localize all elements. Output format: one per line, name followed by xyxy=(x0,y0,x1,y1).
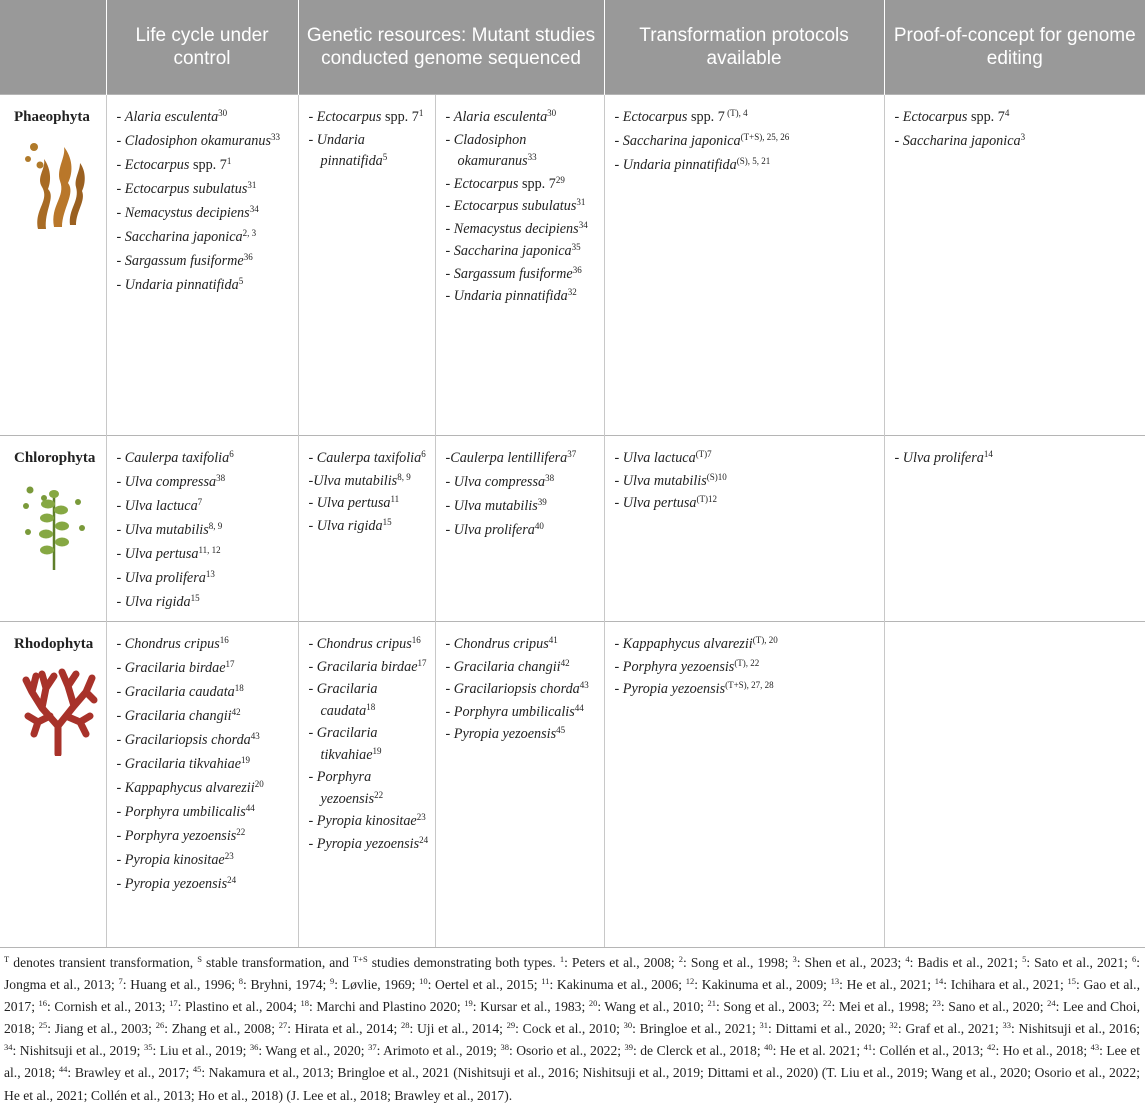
species-name: Gracilaria caudata xyxy=(124,684,235,700)
species-item: - Porphyra umbilicalis$^{44}$ xyxy=(445,702,584,720)
species-name: Caulerpa lentillifera xyxy=(450,450,568,466)
reference-superscript: 33 xyxy=(271,132,280,142)
reference-superscript: 19 xyxy=(372,745,382,756)
species-name: Undaria pinnatifida xyxy=(316,131,383,169)
species-item: - Ulva mutabilis$^{(S)10}$ xyxy=(614,471,727,489)
species-item: - Cladosiphon okamuranus$^{33}$ xyxy=(116,132,280,149)
reference-superscript: 1 xyxy=(418,108,424,118)
species-name: Porphyra umbilicalis xyxy=(124,804,246,820)
species-name: Ectocarpus subulatus xyxy=(124,181,248,197)
species-name: Kappaphycus alvarezii xyxy=(622,636,753,652)
species-name: Gracilaria caudata xyxy=(316,681,378,719)
species-name: Ectocarpus xyxy=(902,109,968,125)
life-cycle-cell xyxy=(106,436,298,622)
species-item: - Undaria pinnatifida$^{32}$ xyxy=(445,287,577,304)
reference-superscript: 22 xyxy=(374,789,384,800)
species-name: Undaria pinnatifida xyxy=(622,157,737,173)
reference-superscript: (T), 22 xyxy=(734,657,760,668)
species-name: Ulva pertusa xyxy=(316,495,391,511)
reference-superscript: 3 xyxy=(1020,132,1026,142)
brown-seaweed-icon xyxy=(20,139,90,231)
reference-superscript: 33 xyxy=(527,152,537,162)
species-item: - Chondrus cripus$^{16}$ xyxy=(116,635,229,652)
phylum-cell xyxy=(0,622,106,948)
species-item: - Pyropia kinositae$^{23}$ xyxy=(116,851,234,868)
reference-superscript: 43 xyxy=(579,680,589,690)
phylum-name: Phaeophyta xyxy=(14,109,90,125)
reference-superscript: (T), 4 xyxy=(724,108,748,118)
species-item: - Kappaphycus alvarezii$^{20}$ xyxy=(116,779,264,796)
species-name: Sargassum fusiforme xyxy=(453,265,573,282)
reference-superscript: 43 xyxy=(250,731,260,741)
species-suffix: spp. 7 xyxy=(967,109,1005,125)
species-name: Ulva compressa xyxy=(453,474,546,490)
species-item: - Sargassum fusiforme$^{36}$ xyxy=(116,252,253,269)
species-item: - Ectocarpus subulatus$^{31}$ xyxy=(116,180,257,197)
reference-superscript: 36 xyxy=(572,264,582,275)
header-transformation: Transformation protocols available xyxy=(604,0,884,95)
species-name: Ulva prolifera xyxy=(902,450,984,466)
species-item: - Ulva mutabilis$^{39}$ xyxy=(445,497,547,514)
species-item: - Ectocarpus subulatus$^{31}$ xyxy=(445,197,586,214)
species-item: - Ulva prolifera$^{14}$ xyxy=(894,449,993,466)
life-cycle-cell xyxy=(106,622,298,948)
species-item: - Ulva mutabilis$^{8, 9}$ xyxy=(116,521,223,538)
reference-superscript: (T)12 xyxy=(696,494,717,504)
species-name: Ulva lactuca xyxy=(124,498,198,514)
species-item: - Gracilaria changii$^{42}$ xyxy=(116,707,241,724)
reference-superscript: 24 xyxy=(419,834,429,845)
species-item: - Undaria pinnatifida$^5$ xyxy=(308,131,388,169)
header-life-cycle: Life cycle under control xyxy=(106,0,298,95)
species-name: Ectocarpus xyxy=(316,109,382,125)
species-item: - Gracilariopsis chorda$^{43}$ xyxy=(445,680,589,697)
header-row xyxy=(0,0,1145,95)
species-item: - Nemacystus decipiens$^{34}$ xyxy=(445,219,588,237)
species-name: Ulva mutabilis xyxy=(313,472,398,489)
species-name: Gracilaria tikvahiae xyxy=(124,756,242,772)
species-item: - Ulva prolifera$^{13}$ xyxy=(116,569,215,586)
table-footnote: $^T$ denotes transient transformation, $^S$ stable transformation, and $^{T+S}$ studies demonstrating both types. $^1$: Peters et al., 2008; $^2$: Song et al., 1998; $^3$: Shen et al., 2023; $^4$: Badis et al., 2021; $^5$: Sato et al., 2021; $^6$: Jongma et al., 2013; $^7$: Huang et al., 1996; $^8$: Bryhni, 1974; $^9$: Løvlie, 1969; $^{10}$: Oertel et al., 2015; $^{11}$: Kakinuma et al., 2006; $^{12}$: Kakinuma et al., 2009; $^{13}$: He et al., 2021; $^{14}$: Ichihara et al., 2021; $^{15}$: Gao et al., 2017; $^{16}$: Cornish et al., 2013; $^{17}$: Plastino et al., 2004; $^{18}$: Marchi and Plastino 2020; $^{19}$: Kursar et al., 1983; $^{20}$: Wang et al., 2010; $^{21}$: Song et al., 2003; $^{22}$: Mei et al., 1998; $^{23}$: Sano et al., 2020; $^{24}$: Lee and Choi, 2018; $^{25}$: Jiang et al., 2003; $^{26}$: Zhang et al., 2008; $^{27}$: Hirata et al., 2014; $^{28}$: Uji et al., 2014; $^{29}$: Cock et al., 2010; $^{30}$: Bringloe et al., 2021; $^{31}$: Dittami et al., 2020; $^{32}$: Graf et al., 2021; $^{33}$: Nishitsuji et al., 2016; $^{34}$: Nishitsuji et al., 2019; $^{35}$: Liu et al., 2019; $^{36}$: Wang et al., 2020; $^{37}$: Arimoto et al., 2019; $^{38}$: Osorio et al., 2022; $^{39}$: de Clerck et al., 2018; $^{40}$: He et al. 2021; $^{41}$: Collén et al., 2013; $^{42}$: Ho et al., 2018; $^{43}$: Lee et al., 2018; $^{44}$: Brawley et al., 2017; $^{45}$: Nakamura et al., 2013; Bringloe et al., 2021 (Nishitsuji et al., 2016; Nishitsuji et al., 2019; Dittami et al., 2020) (T. Liu et al., 2019; Wang et al., 2020; Osorio et al., 2022; He et al., 2021; Collén et al., 2013; Ho et al., 2018) (J. Lee et al., 2018; Brawley et al., 2017). xyxy=(4,954,1141,1103)
reference-superscript: 14 xyxy=(983,449,993,459)
species-name: Undaria pinnatifida xyxy=(124,277,239,293)
species-name: Nemacystus decipiens xyxy=(124,205,250,221)
species-name: Nemacystus decipiens xyxy=(453,220,579,237)
reference-superscript: 32 xyxy=(567,287,577,297)
genome-cell xyxy=(435,436,604,622)
species-name: Pyropia yezoensis xyxy=(453,726,557,742)
species-item: - Ulva prolifera$^{40}$ xyxy=(445,521,544,538)
species-item: - Ulva rigida$^{15}$ xyxy=(308,516,392,534)
reference-superscript: 31 xyxy=(247,180,257,190)
species-item: - Pyropia yezoensis$^{(T+S), 27, 28}$ xyxy=(614,680,774,697)
phylum-cell xyxy=(0,95,106,436)
species-name: Saccharina japonica xyxy=(622,133,741,149)
reference-superscript: 30 xyxy=(547,108,557,118)
species-name: Ulva pertusa xyxy=(622,495,697,511)
species-item: -Caulerpa lentillifera$^{37}$ xyxy=(445,449,577,466)
species-item: - Ulva pertusa$^{11, 12}$ xyxy=(116,545,221,562)
species-item: - Ulva compressa$^{38}$ xyxy=(116,473,226,490)
species-item: - Ectocarpus spp. $7^1$ xyxy=(308,108,424,125)
species-item: - Undaria pinnatifida$^5$ xyxy=(116,276,244,293)
reference-superscript: 40 xyxy=(534,521,544,531)
species-name: Ulva rigida xyxy=(316,517,383,534)
species-name: Porphyra umbilicalis xyxy=(453,703,575,720)
species-item: - Alaria esculenta$^{30}$ xyxy=(445,108,557,125)
editing-cell xyxy=(884,436,1145,622)
species-name: Gracilariopsis chorda xyxy=(453,681,580,697)
species-item: - Saccharina japonica$^3$ xyxy=(894,132,1026,149)
reference-superscript: 5 xyxy=(382,152,388,162)
reference-superscript: 11, 12 xyxy=(198,545,221,555)
species-item: - Ulva lactuca$^7$ xyxy=(116,497,203,514)
species-item: - Ulva lactuca$^{(T)7}$ xyxy=(614,449,712,466)
species-item: - Gracilaria tikvahiae$^{19}$ xyxy=(308,725,382,763)
species-item: - Ulva pertusa$^{(T)12}$ xyxy=(614,494,717,511)
species-name: Ectocarpus subulatus xyxy=(453,198,577,214)
species-name: Ulva mutabilis xyxy=(622,472,707,489)
reference-superscript: 16 xyxy=(219,635,229,645)
species-item: - Porphyra yezoensis$^{22}$ xyxy=(116,827,246,844)
transformation-cell xyxy=(604,95,884,436)
reference-superscript: 13 xyxy=(205,569,215,579)
species-item: - Ulva rigida$^{15}$ xyxy=(116,593,200,610)
species-suffix: spp. 7 xyxy=(518,175,556,192)
species-name: Gracilaria birdae xyxy=(316,658,418,675)
reference-superscript: 34 xyxy=(578,219,588,230)
species-name: Kappaphycus alvarezii xyxy=(124,780,255,796)
species-item: - Sargassum fusiforme$^{36}$ xyxy=(445,264,582,282)
species-item: - Ectocarpus spp. $7^{29}$ xyxy=(445,174,565,192)
reference-superscript: 20 xyxy=(254,779,264,789)
species-name: Ulva prolifera xyxy=(453,522,535,538)
species-item: - Ectocarpus spp. 7 $^{(T), 4}$ xyxy=(614,108,748,125)
phylum-name: Chlorophyta xyxy=(14,450,96,466)
reference-superscript: 23 xyxy=(224,851,234,861)
species-suffix: spp. 7 xyxy=(381,109,419,125)
reference-superscript: 41 xyxy=(548,635,558,645)
species-name: Ectocarpus xyxy=(622,109,688,125)
reference-superscript: 19 xyxy=(241,755,251,765)
species-item: - Chondrus cripus$^{41}$ xyxy=(445,635,558,652)
reference-superscript: 2, 3 xyxy=(242,228,257,238)
species-name: Gracilaria changii xyxy=(124,708,232,724)
reference-superscript: 17 xyxy=(225,659,235,669)
species-item: - Caulerpa taxifolia$^6$ xyxy=(308,449,426,466)
species-name: Ulva rigida xyxy=(124,594,191,610)
header-blank xyxy=(0,0,106,95)
species-item: - Alaria esculenta$^{30}$ xyxy=(116,108,228,125)
reference-superscript: 38 xyxy=(545,473,555,483)
reference-superscript: 29 xyxy=(555,174,565,185)
species-item: - Gracilaria birdae$^{17}$ xyxy=(308,657,427,675)
reference-superscript: 17 xyxy=(417,657,427,668)
species-name: Saccharina japonica xyxy=(902,133,1021,149)
mutant-cell xyxy=(298,95,435,436)
species-name: Ulva lactuca xyxy=(622,450,696,466)
row-rhodophyta xyxy=(0,622,1145,948)
species-item: - Ulva compressa$^{38}$ xyxy=(445,473,555,490)
reference-superscript: 11 xyxy=(390,494,400,504)
species-name: Pyropia yezoensis xyxy=(316,835,420,852)
species-suffix: spp. 7 xyxy=(687,109,725,125)
reference-superscript: 36 xyxy=(243,252,253,262)
reference-superscript: 45 xyxy=(556,725,566,735)
species-item: - Ectocarpus spp. $7^1$ xyxy=(116,156,232,173)
reference-superscript: 22 xyxy=(236,827,246,837)
species-name: Ulva mutabilis xyxy=(124,522,209,538)
species-name: Gracilaria changii xyxy=(453,658,561,675)
green-seaweed-icon xyxy=(20,480,90,572)
reference-superscript: 15 xyxy=(382,516,392,527)
species-item: - Nemacystus decipiens$^{34}$ xyxy=(116,204,259,221)
species-item: - Saccharina japonica$^{2, 3}$ xyxy=(116,228,257,245)
reference-superscript: 44 xyxy=(245,803,255,813)
species-name: Chondrus cripus xyxy=(453,636,549,652)
reference-superscript: (T)7 xyxy=(695,449,712,459)
species-item: - Pyropia kinositae$^{23}$ xyxy=(308,812,426,829)
header-genetic-resources: Genetic resources: Mutant studies conducted genome sequenced xyxy=(298,0,604,95)
species-item: - Ectocarpus spp. $7^4$ xyxy=(894,108,1010,125)
species-name: Saccharina japonica xyxy=(124,229,243,245)
editing-cell xyxy=(884,622,1145,948)
species-name: Ulva pertusa xyxy=(124,546,199,562)
reference-superscript: 44 xyxy=(574,702,584,713)
species-name: Ectocarpus xyxy=(124,157,190,173)
species-item: - Caulerpa taxifolia$^6$ xyxy=(116,449,234,466)
reference-superscript: 6 xyxy=(229,449,234,459)
species-name: Pyropia yezoensis xyxy=(622,681,726,697)
reference-superscript: 16 xyxy=(411,635,421,645)
reference-superscript: 35 xyxy=(571,242,581,252)
species-name: Caulerpa taxifolia xyxy=(316,450,422,466)
species-item: - Porphyra yezoensis$^{(T), 22}$ xyxy=(614,657,760,675)
reference-superscript: 8, 9 xyxy=(397,471,411,482)
species-item: -Ulva mutabilis$^{8, 9}$ xyxy=(308,471,411,489)
species-item: - Ulva pertusa$^{11}$ xyxy=(308,494,400,511)
species-name: Sargassum fusiforme xyxy=(124,253,244,269)
species-name: Pyropia kinositae xyxy=(124,852,225,868)
species-name: Chondrus cripus xyxy=(124,636,220,652)
species-name: Porphyra yezoensis xyxy=(622,658,735,675)
species-name: Ulva prolifera xyxy=(124,570,206,586)
header-genome-editing: Proof-of-concept for genome editing xyxy=(884,0,1145,95)
species-item: - Pyropia yezoensis$^{24}$ xyxy=(308,834,429,852)
species-item: - Gracilaria caudata$^{18}$ xyxy=(116,683,244,700)
species-name: Caulerpa taxifolia xyxy=(124,450,230,466)
reference-superscript: (T+S), 27, 28 xyxy=(725,680,774,690)
mutant-cell xyxy=(298,622,435,948)
mutant-cell xyxy=(298,436,435,622)
reference-superscript: 37 xyxy=(567,449,577,459)
row-phaeophyta xyxy=(0,95,1145,436)
species-name: Porphyra yezoensis xyxy=(316,769,375,807)
row-chlorophyta xyxy=(0,436,1145,622)
reference-superscript: 8, 9 xyxy=(208,521,223,531)
species-item: - Gracilaria birdae$^{17}$ xyxy=(116,659,235,676)
species-name: Pyropia yezoensis xyxy=(124,876,228,892)
reference-superscript: 5 xyxy=(238,276,244,286)
genome-cell xyxy=(435,95,604,436)
reference-superscript: 6 xyxy=(421,449,426,459)
reference-superscript: 38 xyxy=(216,473,226,483)
species-name: Pyropia kinositae xyxy=(316,813,417,829)
species-item: - Kappaphycus alvarezii$^{(T), 20}$ xyxy=(614,635,778,652)
reference-superscript: 7 xyxy=(197,497,203,507)
species-item: - Chondrus cripus$^{16}$ xyxy=(308,635,421,652)
species-name: Alaria esculenta xyxy=(124,109,219,125)
species-item: - Saccharina japonica$^{35}$ xyxy=(445,242,581,259)
species-name: Gracilaria birdae xyxy=(124,660,226,676)
species-name: Ectocarpus xyxy=(453,175,519,192)
species-item: - Saccharina japonica$^{(T+S), 25, 26}$ xyxy=(614,132,790,149)
phylum-name: Rhodophyta xyxy=(14,636,94,652)
reference-superscript: 18 xyxy=(366,701,376,712)
species-name: Gracilaria tikvahiae xyxy=(316,725,378,763)
reference-superscript: 18 xyxy=(234,683,244,693)
species-item: - Porphyra umbilicalis$^{44}$ xyxy=(116,803,255,820)
species-name: Cladosiphon okamuranus xyxy=(124,133,271,149)
editing-cell xyxy=(884,95,1145,436)
reference-superscript: 42 xyxy=(231,707,241,717)
species-name: Gracilariopsis chorda xyxy=(124,732,251,748)
species-item: - Pyropia yezoensis$^{45}$ xyxy=(445,725,566,742)
reference-superscript: 15 xyxy=(190,593,200,603)
species-item: - Pyropia yezoensis$^{24}$ xyxy=(116,875,237,892)
genome-cell xyxy=(435,622,604,948)
species-name: Saccharina japonica xyxy=(453,243,572,259)
reference-superscript: 30 xyxy=(218,108,228,118)
species-name: Porphyra yezoensis xyxy=(124,828,237,844)
transformation-cell xyxy=(604,436,884,622)
reference-superscript: 24 xyxy=(227,875,237,885)
species-name: Undaria pinnatifida xyxy=(453,288,568,304)
reference-superscript: 42 xyxy=(560,657,570,668)
species-item: - Gracilaria changii$^{42}$ xyxy=(445,657,570,675)
species-item: - Porphyra yezoensis$^{22}$ xyxy=(308,769,384,807)
species-name: Cladosiphon okamuranus xyxy=(453,131,528,169)
reference-superscript: 23 xyxy=(416,812,426,822)
species-suffix: spp. 7 xyxy=(189,157,227,173)
life-cycle-cell xyxy=(106,95,298,436)
species-name: Ulva mutabilis xyxy=(453,498,538,514)
species-name: Alaria esculenta xyxy=(453,109,548,125)
species-item: - Undaria pinnatifida$^{(S), 5, 21}$ xyxy=(614,156,771,173)
reference-superscript: 31 xyxy=(576,197,586,207)
transformation-cell xyxy=(604,622,884,948)
reference-superscript: 34 xyxy=(249,204,259,214)
species-item: - Cladosiphon okamuranus$^{33}$ xyxy=(445,131,537,169)
species-name: Chondrus cripus xyxy=(316,636,412,652)
species-item: - Gracilaria caudata$^{18}$ xyxy=(308,681,378,719)
phylum-cell xyxy=(0,436,106,622)
red-seaweed-icon xyxy=(20,666,98,756)
species-name: Ulva compressa xyxy=(124,474,217,490)
species-item: - Gracilariopsis chorda$^{43}$ xyxy=(116,731,260,748)
reference-superscript: (T), 20 xyxy=(752,635,778,645)
reference-superscript: 4 xyxy=(1004,108,1010,118)
reference-superscript: 39 xyxy=(537,497,547,507)
reference-superscript: (T+S), 25, 26 xyxy=(740,132,790,142)
reference-superscript: (S)10 xyxy=(706,471,727,482)
species-item: - Gracilaria tikvahiae$^{19}$ xyxy=(116,755,251,772)
reference-superscript: (S), 5, 21 xyxy=(736,156,771,166)
reference-superscript: 1 xyxy=(226,156,232,166)
